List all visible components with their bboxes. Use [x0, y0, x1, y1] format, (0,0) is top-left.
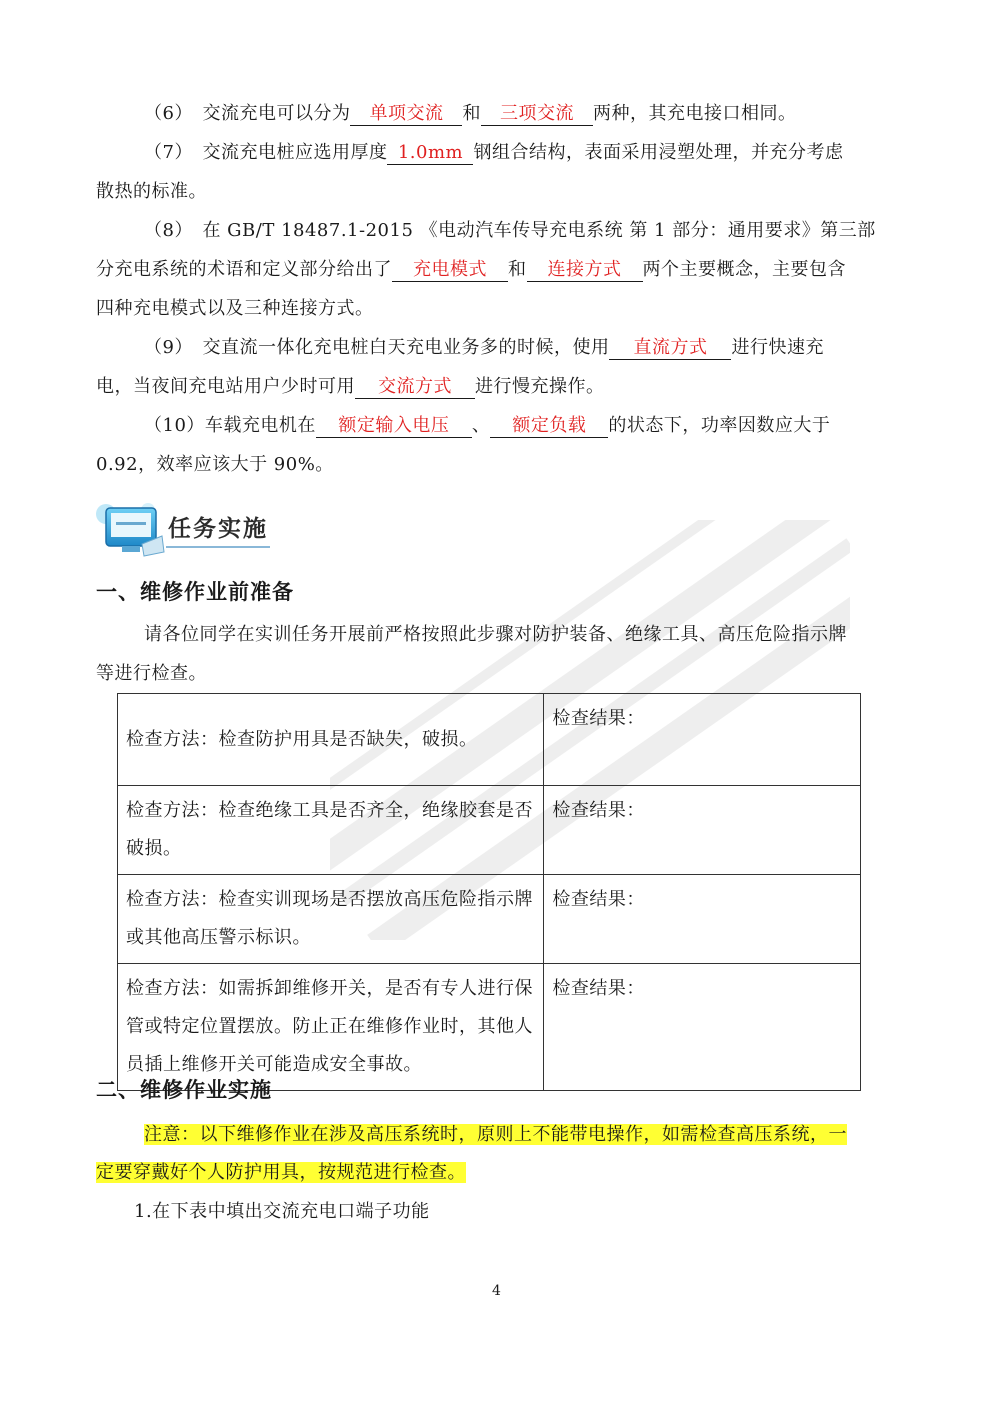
task-title: 任务实施	[168, 516, 268, 542]
section-1-intro: 请各位同学在实训任务开展前严格按照此步骤对防护装备、绝缘工具、高压危险指示牌	[144, 624, 847, 645]
task-item-1: 1.在下表中填出交流充电口端子功能	[134, 1201, 430, 1222]
q7-text: （7） 交流充电桩应选用厚度	[144, 142, 388, 163]
q6-text: （6） 交流充电可以分为	[144, 103, 351, 124]
q8-post: 两个主要概念，主要包含	[642, 259, 846, 280]
question-8: （8） 在 GB/T 18487.1-2015 《电动汽车传导充电系统 第 1 部分：通用要求》第三部	[144, 220, 876, 241]
table-row	[118, 786, 861, 875]
q6-post: 两种，其充电接口相同。	[592, 103, 797, 124]
q9-answer-2: 交流方式	[355, 376, 475, 399]
q10-answer-2: 额定负载	[490, 415, 608, 438]
q8-mid: 和	[508, 259, 527, 280]
q9-post: 进行快速充	[731, 337, 824, 358]
safety-note-line2: 定要穿戴好个人防护用具，按规范进行检查。	[96, 1162, 466, 1183]
question-8-line3: 四种充电模式以及三种连接方式。	[96, 298, 374, 319]
q9-answer-1: 直流方式	[609, 337, 731, 360]
table-row	[118, 694, 861, 786]
check-table	[117, 693, 861, 1091]
question-6	[96, 94, 944, 133]
q6-mid: 和	[462, 103, 481, 124]
q8-text: 分充电系统的术语和定义部分给出了	[96, 259, 392, 280]
question-10	[96, 406, 944, 445]
check-result-cell: 检查结果：	[544, 964, 861, 1091]
q8-answer-2: 连接方式	[527, 259, 643, 282]
q10-post: 的状态下，功率因数应大于	[608, 415, 831, 436]
question-7-line2: 散热的标准。	[96, 181, 207, 202]
q8-answer-1: 充电模式	[392, 259, 508, 282]
safety-note-line1: 注意：以下维修作业在涉及高压系统时，原则上不能带电操作，如需检查高压系统，一	[144, 1124, 847, 1145]
question-7	[96, 133, 944, 172]
q9-text: （9） 交直流一体化充电桩白天充电业务多的时候，使用	[144, 337, 610, 358]
q10-mid: 、	[471, 415, 491, 436]
question-9	[96, 328, 944, 367]
check-method-cell: 检查方法：检查实训现场是否摆放高压危险指示牌或其他高压警示标识。	[118, 875, 544, 964]
question-9-line2	[96, 367, 896, 406]
table-row	[118, 875, 861, 964]
task-title-underline	[166, 546, 270, 548]
safety-note	[96, 1115, 944, 1154]
q6-answer-1: 单项交流	[350, 103, 462, 126]
check-method-cell: 检查方法：检查防护用具是否缺失，破损。	[118, 694, 544, 786]
section-1-intro-line2: 等进行检查。	[96, 663, 207, 684]
section-1-heading: 一、维修作业前准备	[96, 580, 294, 604]
page-number: 4	[492, 1283, 501, 1299]
question-10-line2: 0.92，效率应该大于 90%。	[96, 454, 334, 475]
q9-text-2: 电，当夜间充电站用户少时可用	[96, 376, 355, 397]
q10-answer-1: 额定输入电压	[316, 415, 472, 438]
q6-answer-2: 三项交流	[481, 103, 593, 126]
section-2-heading: 二、维修作业实施	[96, 1078, 272, 1102]
check-method-cell: 检查方法：如需拆卸维修开关，是否有专人进行保管或特定位置摆放。防止正在维修作业时，其他人员插上维修开关可能造成安全事故。	[118, 964, 544, 1091]
check-result-cell: 检查结果：	[544, 694, 861, 786]
q10-text: （10）车载充电机在	[144, 415, 316, 436]
check-result-cell: 检查结果：	[544, 875, 861, 964]
check-result-cell: 检查结果：	[544, 786, 861, 875]
q7-answer-1: 1.0mm	[387, 142, 473, 165]
check-method-cell: 检查方法：检查绝缘工具是否齐全，绝缘胶套是否破损。	[118, 786, 544, 875]
safety-note-line2-row	[96, 1153, 896, 1192]
table-row	[118, 964, 861, 1091]
question-8-line2	[96, 250, 896, 289]
q7-post: 钢组合结构，表面采用浸塑处理，并充分考虑	[473, 142, 844, 163]
q9-post-2: 进行慢充操作。	[475, 376, 605, 397]
